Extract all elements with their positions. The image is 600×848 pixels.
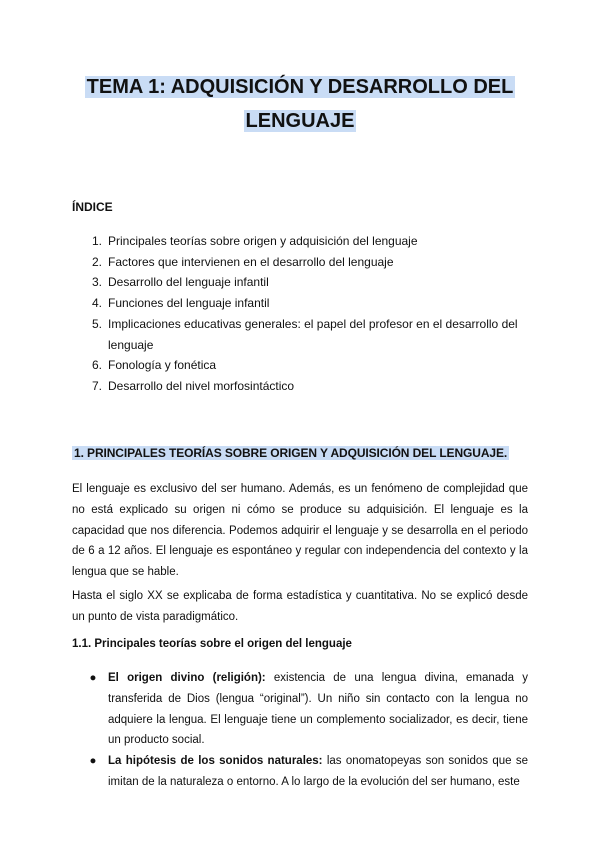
toc-item xyxy=(72,272,532,293)
bullet-icon: ● xyxy=(89,755,97,768)
bullet-icon: ● xyxy=(89,672,97,684)
list-item-text: existencia de una lengua divina, emanada y transferida de Dios (lengua “original”). Un niño sin contacto con la lengua no adquiere la lengua. El lenguaje tiene un complemento socializador, es decir, tiene un producto social. xyxy=(108,672,528,747)
toc-item xyxy=(72,355,532,376)
toc-item-text: Factores que intervienen en el desarrollo del lenguaje xyxy=(108,254,394,269)
toc-item-number: 7. xyxy=(91,378,102,393)
list-item-body xyxy=(108,668,528,751)
toc-item-text: Implicaciones educativas generales: el papel del profesor en el desarrollo del lenguaje xyxy=(108,316,518,352)
toc-item-text: Desarrollo del lenguaje infantil xyxy=(108,275,269,290)
list-item-body xyxy=(108,751,528,793)
list-item xyxy=(72,751,528,793)
list-item xyxy=(72,668,528,751)
toc-item-number: 6. xyxy=(91,358,102,373)
paragraph-intro: El lenguaje es exclusivo del ser humano. Además, es un fenómeno de complejidad que no está explicado su origen ni cómo se produce su adquisición. El lenguaje es la capacidad que nos diferencia. Podemos adquirir el lenguaje y se desarrolla en el periodo de 6 a 12 años. El lenguaje es espontáneo y regular con independencia del contexto y la lengua que se hable. xyxy=(72,483,528,579)
toc-item-text: Funciones del lenguaje infantil xyxy=(108,296,270,311)
toc-item xyxy=(72,293,532,314)
theories-list xyxy=(72,668,528,793)
document-title xyxy=(60,70,540,138)
toc-item xyxy=(72,231,532,252)
list-item-text: las onomatopeyas son sonidos que se imitan de la naturaleza o entorno. A lo largo de la evolución del ser humano, este xyxy=(108,755,528,788)
table-of-contents xyxy=(72,231,532,397)
list-item-term: La hipótesis de los sonidos naturales: xyxy=(108,755,323,768)
toc-item-number: 3. xyxy=(91,275,102,290)
list-item-term: El origen divino (religión): xyxy=(108,672,266,684)
subsection-1-1-heading: 1.1. Principales teorías sobre el origen del lenguaje xyxy=(72,638,352,650)
toc-item xyxy=(72,252,532,273)
title-line-2: LENGUAJE xyxy=(245,110,355,132)
toc-item-number: 1. xyxy=(91,234,102,248)
toc-item-text: Fonología y fonética xyxy=(108,358,217,373)
toc-item-number: 2. xyxy=(91,254,102,269)
title-line-1: TEMA 1: ADQUISICIÓN Y DESARROLLO DEL xyxy=(86,76,514,98)
toc-item-number: 5. xyxy=(91,316,102,331)
toc-item-text: Desarrollo del nivel morfosintáctico xyxy=(108,378,295,393)
toc-item-text: Principales teorías sobre origen y adquisición del lenguaje xyxy=(108,234,418,248)
toc-item xyxy=(72,376,532,397)
toc-item xyxy=(72,314,532,355)
section-1-heading: 1. PRINCIPALES TEORÍAS SOBRE ORIGEN Y ADQUISICIÓN DEL LENGUAJE. xyxy=(74,446,508,460)
toc-item-number: 4. xyxy=(91,296,102,311)
paragraph-history: Hasta el siglo XX se explicaba de forma estadística y cuantitativa. No se explicó desde un punto de vista paradigmático. xyxy=(72,590,528,623)
index-heading: ÍNDICE xyxy=(72,200,113,214)
